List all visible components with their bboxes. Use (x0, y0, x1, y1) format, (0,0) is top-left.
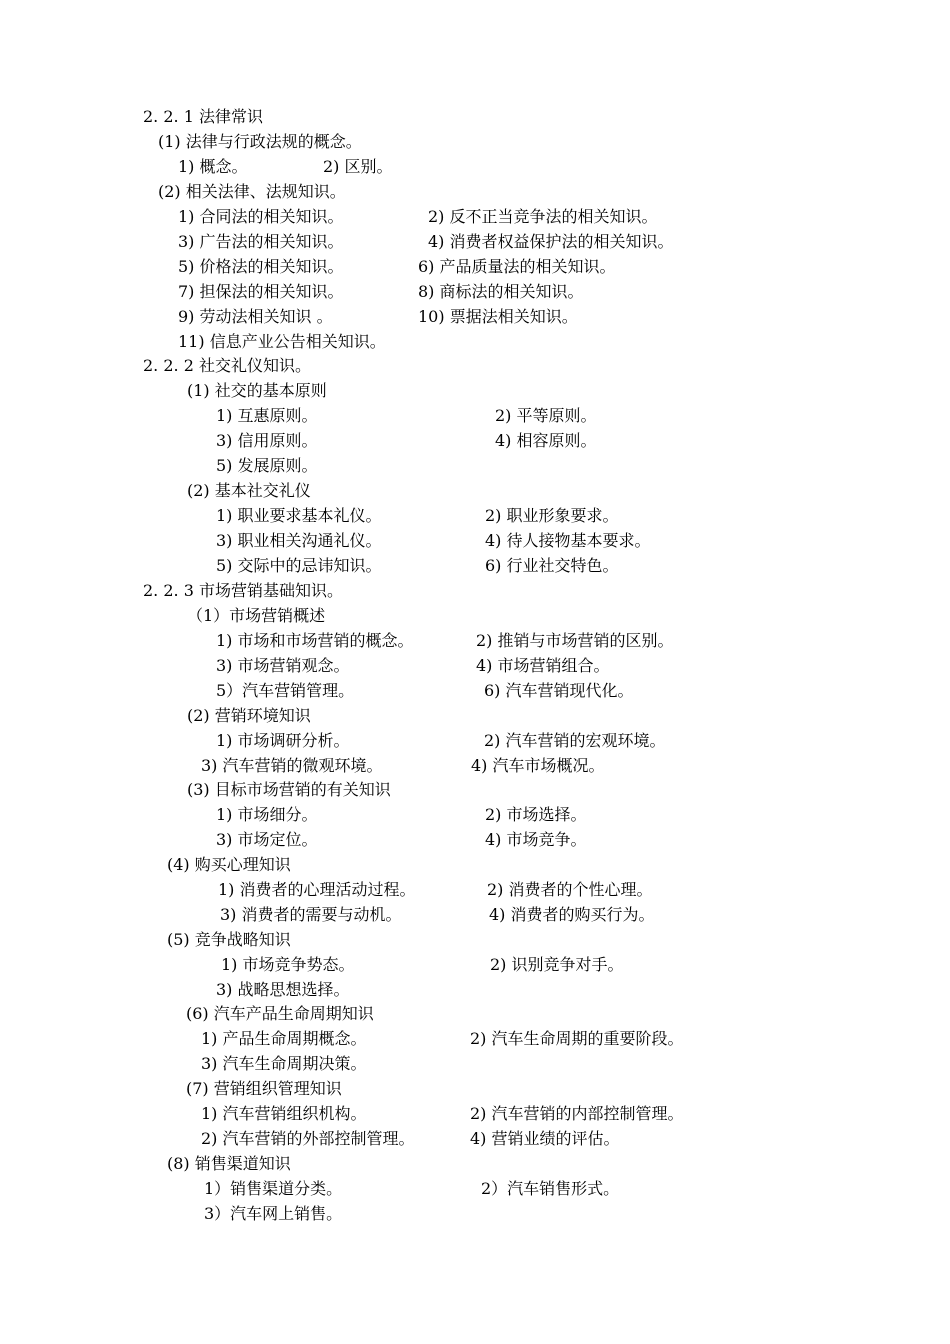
list-item: 1) 消费者的心理活动过程。 (218, 880, 416, 899)
list-item: 1) 职业要求基本礼仪。 (216, 506, 382, 525)
subsection-title: (2) 营销环境知识 (187, 706, 311, 725)
list-item: 8) 商标法的相关知识。 (418, 282, 584, 301)
section-heading-2-2-1: 2. 2. 1 法律常识 (143, 107, 263, 126)
list-item: 1) 互惠原则。 (216, 406, 318, 425)
list-item: 2) 汽车营销的内部控制管理。 (470, 1104, 684, 1123)
list-item: 3) 消费者的需要与动机。 (220, 905, 402, 924)
list-item: 2) 区别。 (323, 157, 393, 176)
list-item: 3) 职业相关沟通礼仪。 (216, 531, 382, 550)
subsection-title: （1）市场营销概述 (187, 606, 326, 625)
list-item: 6) 行业社交特色。 (485, 556, 619, 575)
list-item: 6) 汽车营销现代化。 (484, 681, 634, 700)
list-item: 4) 汽车市场概况。 (471, 756, 605, 775)
subsection-title: (7) 营销组织管理知识 (186, 1079, 342, 1098)
list-item: 7) 担保法的相关知识。 (178, 282, 344, 301)
list-item: 3) 市场定位。 (216, 830, 318, 849)
list-item: 1) 市场和市场营销的概念。 (216, 631, 414, 650)
list-item: 4) 市场竞争。 (485, 830, 587, 849)
list-item: 5) 价格法的相关知识。 (178, 257, 344, 276)
section-heading-2-2-2: 2. 2. 2 社交礼仪知识。 (143, 356, 311, 375)
list-item: 2）汽车销售形式。 (481, 1179, 620, 1198)
list-item: 1) 市场调研分析。 (216, 731, 350, 750)
subsection-title: (2) 基本社交礼仪 (187, 481, 311, 500)
list-item: 5）汽车营销管理。 (216, 681, 355, 700)
list-item: 1) 合同法的相关知识。 (178, 207, 344, 226)
list-item: 5) 发展原则。 (216, 456, 318, 475)
list-item: 2) 反不正当竞争法的相关知识。 (428, 207, 658, 226)
list-item: 1) 市场竞争势态。 (221, 955, 355, 974)
list-item: 2) 汽车营销的外部控制管理。 (201, 1129, 415, 1148)
list-item: 2) 汽车营销的宏观环境。 (484, 731, 666, 750)
list-item: 3) 汽车生命周期决策。 (201, 1054, 367, 1073)
list-item: 11) 信息产业公告相关知识。 (178, 332, 386, 351)
subsection-title: (2) 相关法律、法规知识。 (158, 182, 346, 201)
list-item: 9) 劳动法相关知识 。 (178, 307, 333, 326)
list-item: 5) 交际中的忌讳知识。 (216, 556, 382, 575)
list-item: 3) 信用原则。 (216, 431, 318, 450)
subsection-title: (3) 目标市场营销的有关知识 (187, 780, 391, 799)
list-item: 2) 汽车生命周期的重要阶段。 (470, 1029, 684, 1048)
list-item: 10) 票据法相关知识。 (418, 307, 578, 326)
subsection-title: (4) 购买心理知识 (167, 855, 291, 874)
list-item: 1) 汽车营销组织机构。 (201, 1104, 367, 1123)
list-item: 4) 相容原则。 (495, 431, 597, 450)
list-item: 3) 广告法的相关知识。 (178, 232, 344, 251)
list-item: 1）销售渠道分类。 (204, 1179, 343, 1198)
subsection-title: (1) 社交的基本原则 (187, 381, 327, 400)
subsection-title: (1) 法律与行政法规的概念。 (158, 132, 362, 151)
list-item: 4) 市场营销组合。 (476, 656, 610, 675)
list-item: 6) 产品质量法的相关知识。 (418, 257, 616, 276)
list-item: 2) 市场选择。 (485, 805, 587, 824)
list-item: 4) 消费者的购买行为。 (489, 905, 655, 924)
list-item: 1) 市场细分。 (216, 805, 318, 824)
section-heading-2-2-3: 2. 2. 3 市场营销基础知识。 (143, 581, 343, 600)
list-item: 3) 汽车营销的微观环境。 (201, 756, 383, 775)
list-item: 3）汽车网上销售。 (204, 1204, 343, 1223)
list-item: 2) 职业形象要求。 (485, 506, 619, 525)
list-item: 1) 产品生命周期概念。 (201, 1029, 367, 1048)
list-item: 4) 待人接物基本要求。 (485, 531, 651, 550)
list-item: 1) 概念。 (178, 157, 248, 176)
list-item: 2) 推销与市场营销的区别。 (476, 631, 674, 650)
list-item: 4) 消费者权益保护法的相关知识。 (428, 232, 674, 251)
subsection-title: (8) 销售渠道知识 (167, 1154, 291, 1173)
list-item: 3) 市场营销观念。 (216, 656, 350, 675)
list-item: 4) 营销业绩的评估。 (470, 1129, 620, 1148)
list-item: 2) 平等原则。 (495, 406, 597, 425)
subsection-title: (6) 汽车产品生命周期知识 (186, 1004, 374, 1023)
list-item: 2) 消费者的个性心理。 (487, 880, 653, 899)
subsection-title: (5) 竞争战略知识 (167, 930, 291, 949)
list-item: 2) 识别竞争对手。 (490, 955, 624, 974)
list-item: 3) 战略思想选择。 (216, 980, 350, 999)
